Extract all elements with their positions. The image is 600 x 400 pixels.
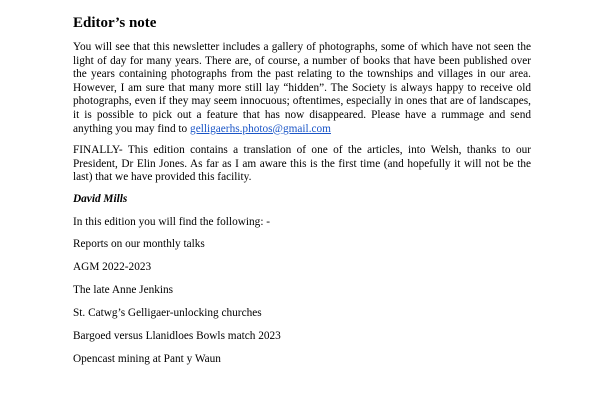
email-link[interactable]: gelligaerhs.photos@gmail.com	[190, 122, 331, 135]
intro-paragraph	[73, 41, 531, 136]
finally-paragraph: FINALLY- This edition contains a translation of one of the articles, into Welsh, thanks to our President, Dr Elin Jones. As far as I am aware this is the first time (and hopefully it will not be the last) that we have provided this facility.	[73, 144, 531, 184]
editors-note-section	[73, 14, 531, 375]
contents-list	[73, 238, 531, 366]
list-item: The late Anne Jenkins	[73, 283, 174, 296]
list-item: AGM 2022-2023	[73, 261, 152, 274]
author-signature: David Mills	[73, 192, 128, 205]
list-item: St. Catwg’s Gelligaer-unlocking churches	[73, 306, 262, 319]
contents-intro: In this edition you will find the following: -	[73, 215, 271, 228]
list-item: Opencast mining at Pant y Waun	[73, 352, 221, 365]
list-item: Bargoed versus Llanidloes Bowls match 2023	[73, 329, 281, 342]
section-heading: Editor’s note	[73, 15, 157, 31]
list-item: Reports on our monthly talks	[73, 238, 205, 251]
intro-paragraph-text: You will see that this newsletter includes a gallery of photographs, some of which have not seen the light of day for many years. There are, of course, a number of books that have been published over the years containing photographs from the past relating to the townships and villages in our area. However, I am sure that many more still lay “hidden”. The Society is always happy to receive old photographs, even if they may seem innocuous; oftentimes, especially in ones that are of landscapes, it is possible to pick out a feature that has now disappeared. Please have a rummage and send anything you may find to	[73, 41, 531, 135]
